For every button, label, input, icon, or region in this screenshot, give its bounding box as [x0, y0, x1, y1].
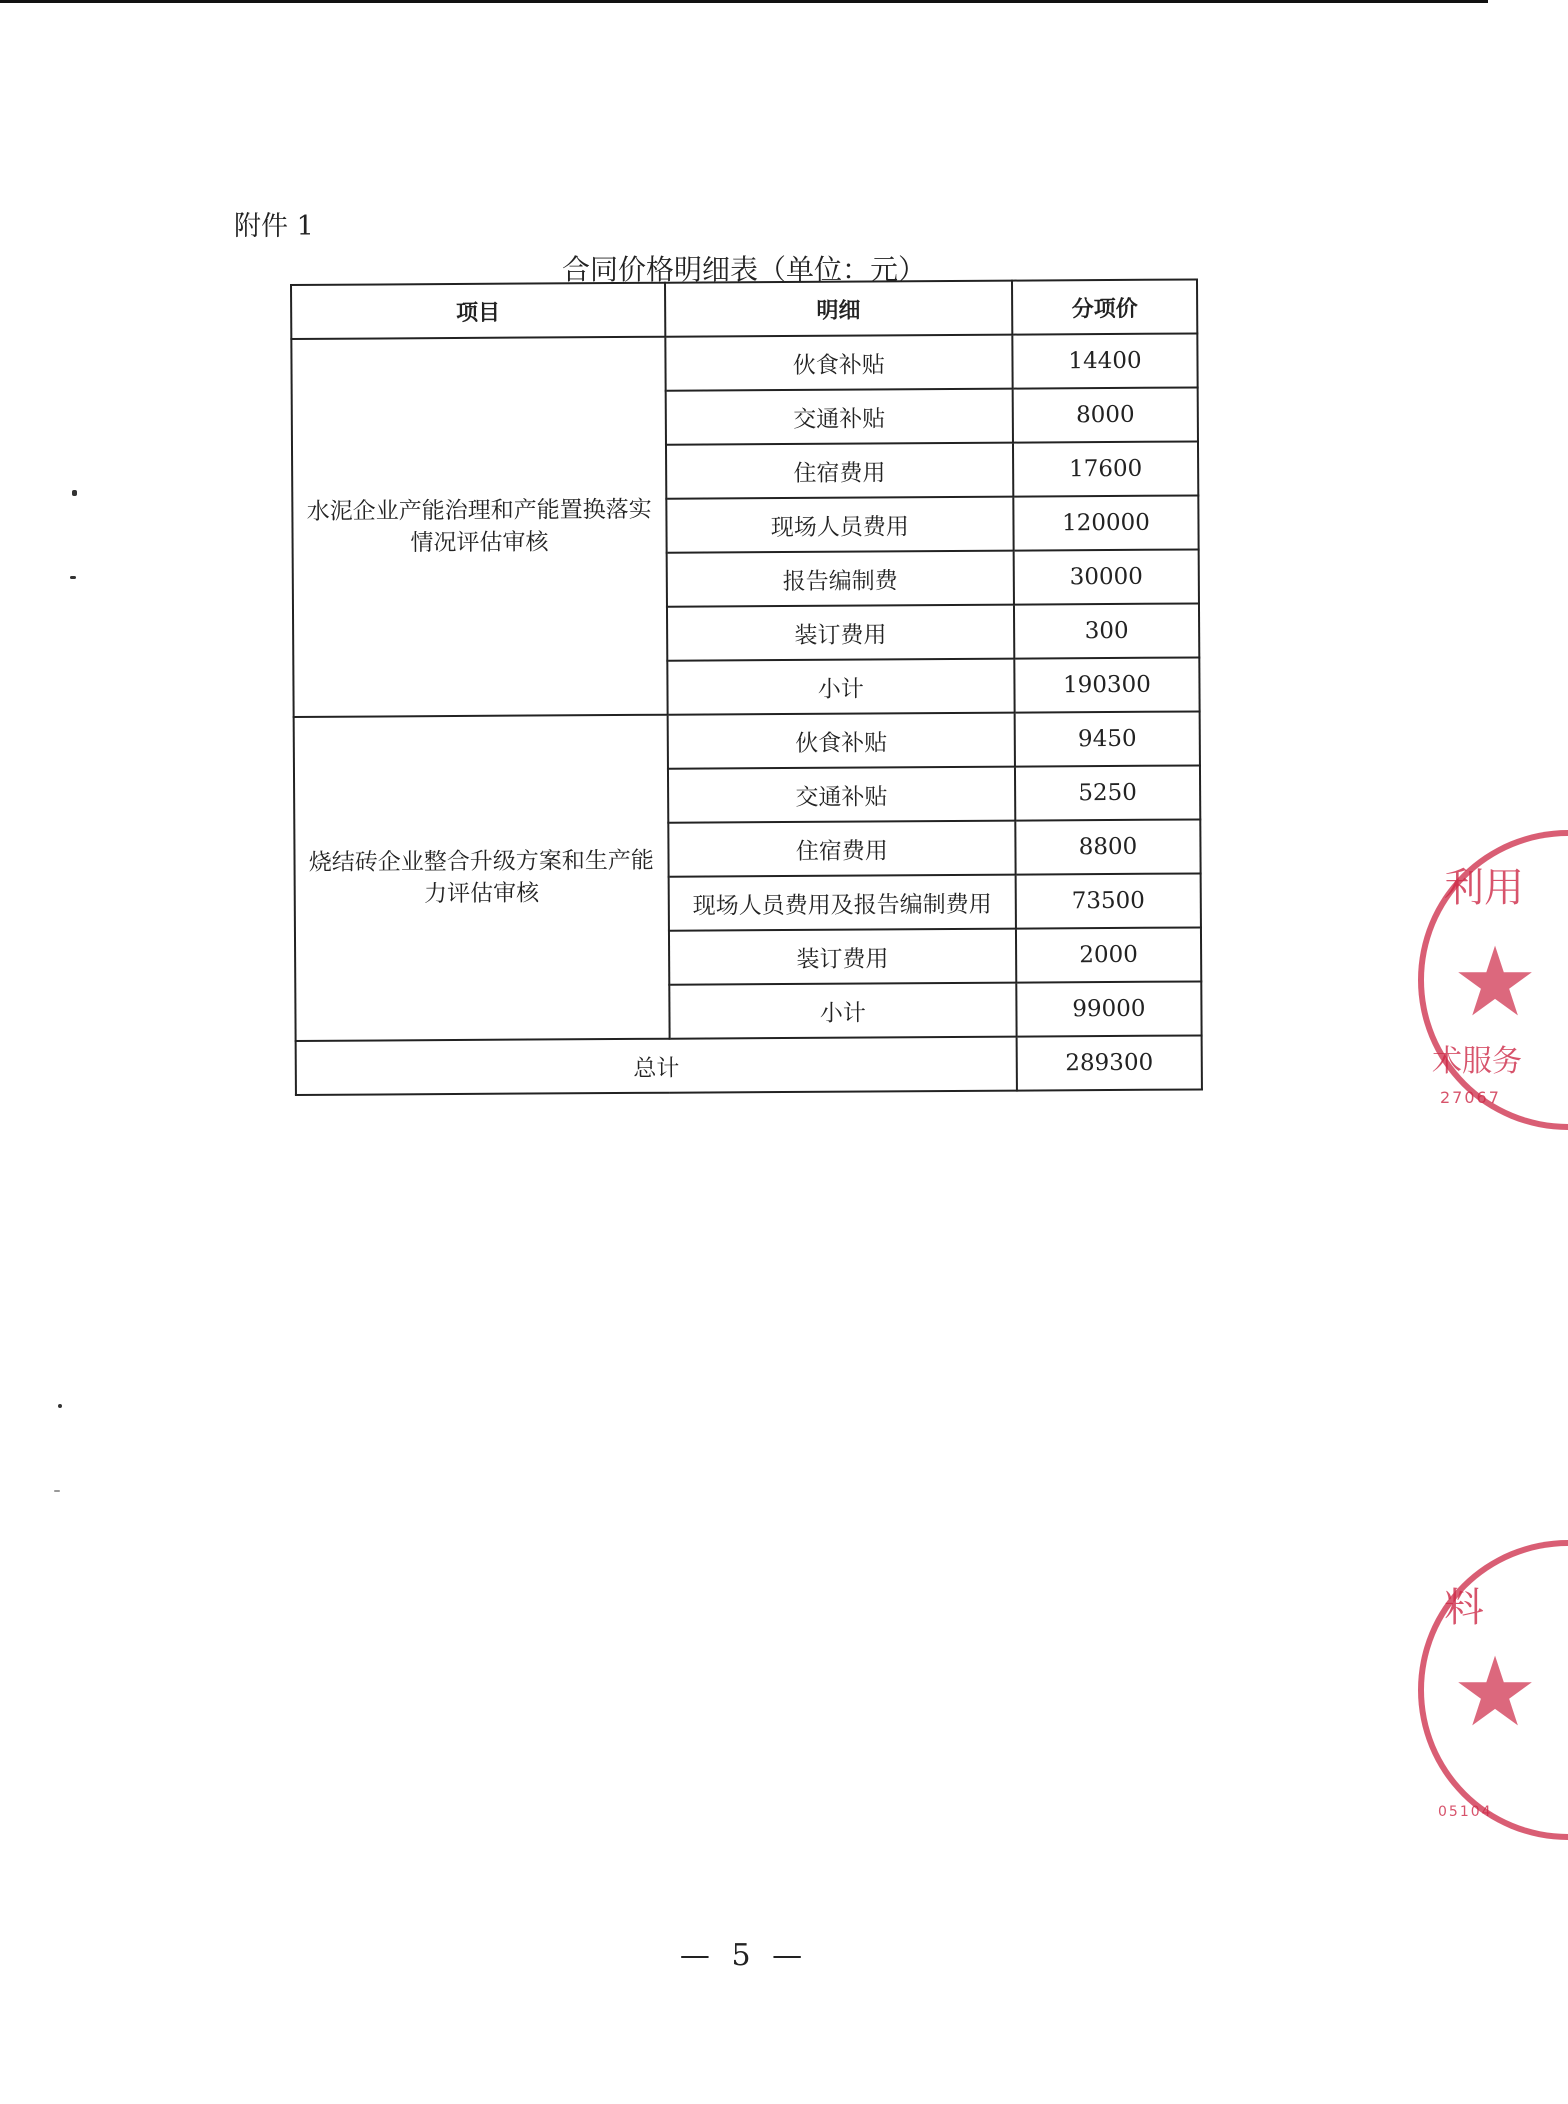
detail-cell: 交通补贴: [665, 389, 1013, 445]
detail-cell: 装订费用: [667, 605, 1015, 661]
annex-label: 附件 1: [234, 211, 314, 242]
header-project: 项目: [291, 283, 665, 339]
subtotal-value: 99000: [1016, 981, 1201, 1036]
stamp-top-text: 料: [1444, 1585, 1484, 1631]
scan-speck: [70, 576, 76, 579]
price-cell: 2000: [1016, 927, 1201, 982]
header-detail: 明细: [665, 281, 1013, 337]
detail-cell: 装订费用: [669, 929, 1017, 985]
table-row: [291, 333, 1197, 393]
price-detail-table: [290, 278, 1203, 1096]
red-seal-stamp: [1418, 830, 1568, 1130]
scan-speck: [72, 490, 77, 496]
table-title: 合同价格明细表（单位：元）: [561, 253, 926, 286]
price-cell: 120000: [1013, 495, 1198, 550]
detail-cell: 住宿费用: [666, 443, 1014, 499]
scan-speck: [58, 1404, 62, 1408]
red-seal-stamp: [1418, 1540, 1568, 1840]
star-icon: ★: [1452, 926, 1539, 1038]
total-row: [296, 1035, 1202, 1095]
detail-cell: 交通补贴: [668, 767, 1016, 823]
price-cell: 5250: [1015, 765, 1200, 820]
price-cell: 300: [1014, 603, 1199, 658]
detail-cell: 住宿费用: [668, 821, 1016, 877]
price-cell: 73500: [1016, 873, 1201, 928]
header-price: 分项价: [1012, 279, 1197, 334]
detail-cell: 报告编制费: [666, 551, 1014, 607]
detail-cell: 伙食补贴: [667, 713, 1015, 769]
stamp-middle-text: 术服务: [1432, 1044, 1522, 1079]
project-cement: 水泥企业产能治理和产能置换落实情况评估审核: [291, 337, 667, 717]
subtotal-label: 小计: [669, 983, 1017, 1039]
star-icon: ★: [1452, 1636, 1539, 1748]
stamp-number-text: 05104: [1438, 1804, 1493, 1820]
detail-cell: 现场人员费用: [666, 497, 1014, 553]
subtotal-label: 小计: [667, 659, 1015, 715]
price-cell: 8800: [1015, 819, 1200, 874]
price-cell: 30000: [1014, 549, 1199, 604]
detail-cell: 伙食补贴: [665, 335, 1013, 391]
price-cell: 14400: [1012, 333, 1197, 388]
price-cell: 9450: [1015, 711, 1200, 766]
stamp-top-text: 利用: [1444, 865, 1524, 911]
detail-cell: 现场人员费用及报告编制费用: [668, 875, 1016, 931]
total-label: 总计: [296, 1037, 1017, 1095]
table-row: [294, 711, 1200, 771]
subtotal-value: 190300: [1014, 657, 1199, 712]
stamp-number-text: 27067: [1440, 1088, 1501, 1107]
scan-speck: [54, 1490, 60, 1492]
price-cell: 17600: [1013, 441, 1198, 496]
table-header-row: [291, 279, 1197, 339]
project-brick: 烧结砖企业整合升级方案和生产能力评估审核: [294, 715, 670, 1041]
page-number: — 5 —: [679, 1938, 809, 1973]
scan-top-edge: [0, 0, 1488, 3]
total-value: 289300: [1017, 1035, 1202, 1090]
price-cell: 8000: [1013, 387, 1198, 442]
